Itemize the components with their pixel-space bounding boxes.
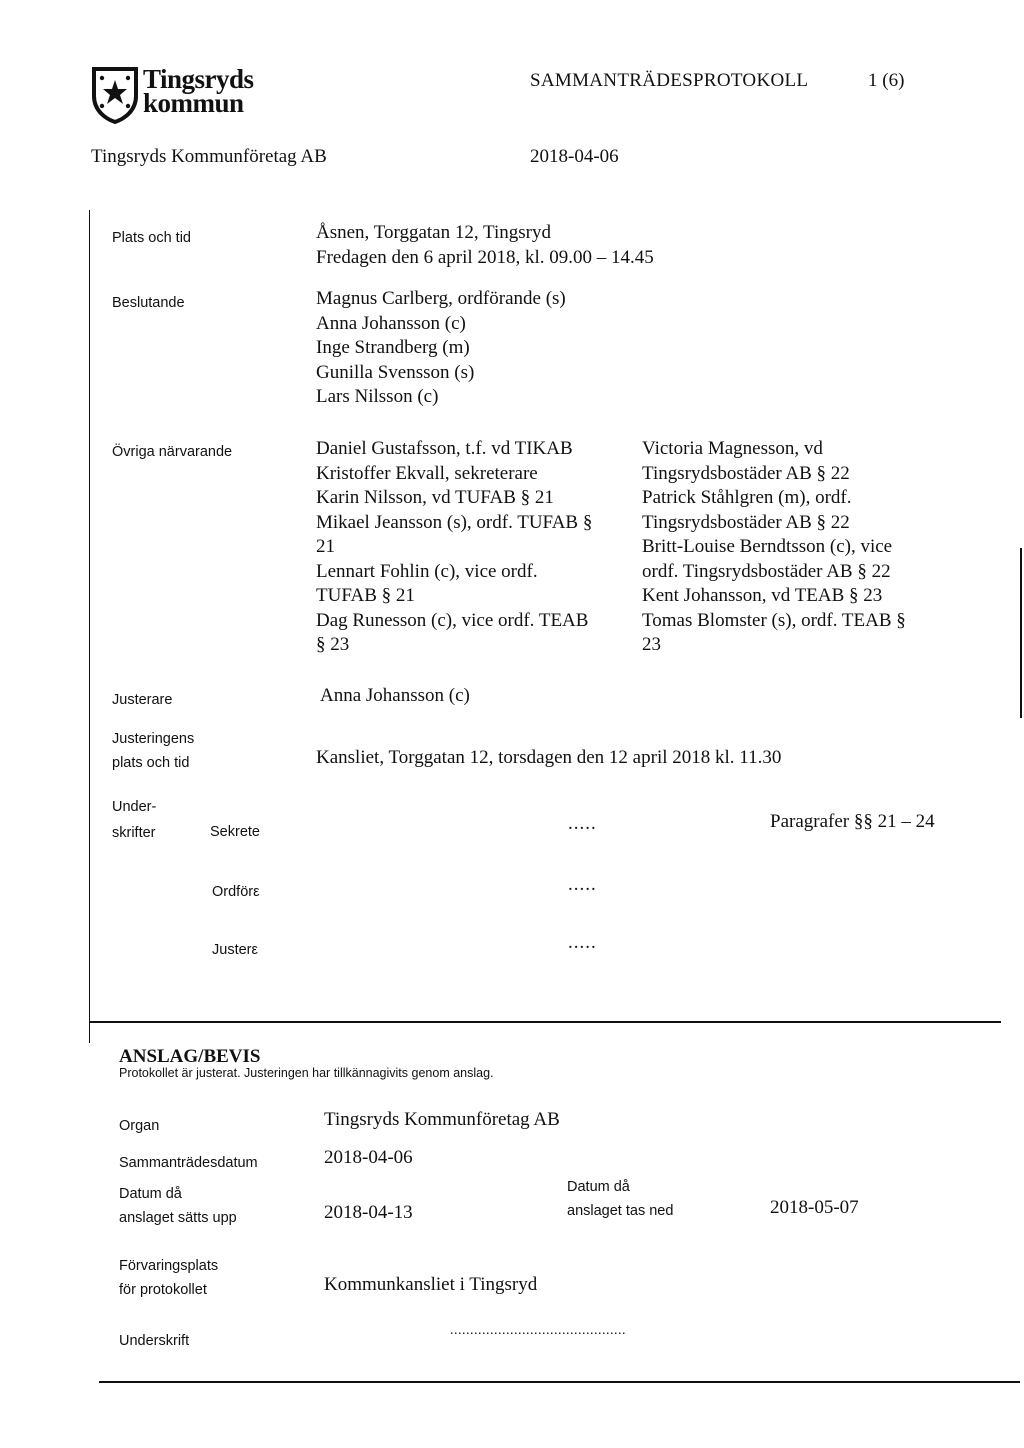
- storage-value: Kommunkansliet i Tingsryd: [324, 1274, 538, 1295]
- signature-label: Underskrift: [119, 1333, 190, 1349]
- list-item: 21: [316, 536, 335, 557]
- organ-value: Tingsryds Kommunföretag AB: [324, 1109, 560, 1130]
- adjuster-signature-line: .....: [568, 932, 597, 953]
- logo-text-line2: kommun: [143, 88, 244, 118]
- notice-text: Protokollet är justerat. Justeringen har tillkännagivits genom anslag.: [119, 1066, 494, 1080]
- deciding-list: [316, 287, 566, 410]
- others-column-1: [316, 437, 592, 658]
- list-item: Mikael Jeansson (s), ordf. TUFAB §: [316, 511, 593, 533]
- left-frame-line: [89, 210, 90, 1043]
- adjust-place-value: Kansliet, Torggatan 12, torsdagen den 12 april 2018 kl. 11.30: [316, 747, 782, 768]
- removed-date-label: Datum då anslaget tas ned: [567, 1179, 674, 1219]
- notice-title: ANSLAG/BEVIS: [119, 1046, 261, 1067]
- adjuster-value: Anna Johansson (c): [320, 685, 470, 706]
- list-item: Dag Runesson (c), vice ordf. TEAB: [316, 609, 589, 631]
- meeting-date-label: Sammanträdesdatum: [119, 1155, 258, 1171]
- list-item: Gunilla Svensson (s): [316, 361, 475, 383]
- list-item: Tingsrydsbostäder AB § 22: [642, 511, 850, 533]
- list-item: Tomas Blomster (s), ordf. TEAB §: [642, 609, 906, 631]
- list-item: Magnus Carlberg, ordförande (s): [316, 288, 566, 309]
- list-item: Patrick Ståhlgren (m), ordf.: [642, 487, 852, 508]
- notice-divider: [89, 1021, 1001, 1023]
- page-number: 1 (6): [868, 70, 905, 91]
- chair-signature-line: .....: [568, 874, 597, 895]
- list-item: ordf. Tingsrydsbostäder AB § 22: [642, 560, 891, 582]
- adjuster-label: Justerare: [112, 692, 173, 708]
- storage-label: Förvaringsplats för protokollet: [119, 1258, 219, 1298]
- list-item: TUFAB § 21: [316, 585, 415, 606]
- posted-date-label: Datum då anslaget sätts upp: [119, 1186, 237, 1226]
- list-item: Victoria Magnesson, vd: [642, 438, 823, 459]
- bottom-divider: [99, 1381, 1020, 1383]
- posted-date-value: 2018-04-13: [324, 1202, 413, 1223]
- list-item: Daniel Gustafsson, t.f. vd TIKAB: [316, 438, 573, 459]
- list-item: Tingsrydsbostäder AB § 22: [642, 462, 850, 484]
- place-value: [316, 221, 654, 270]
- list-item: Lars Nilsson (c): [316, 386, 439, 407]
- place-label: Plats och tid: [112, 230, 191, 246]
- meeting-date-value: 2018-04-06: [324, 1147, 413, 1168]
- list-item: Anna Johansson (c): [316, 312, 466, 334]
- list-item: Lennart Fohlin (c), vice ordf.: [316, 560, 538, 582]
- organ-label: Organ: [119, 1118, 160, 1134]
- adjuster-sign-label: Justerε: [212, 942, 258, 958]
- paragraphs: Paragrafer §§ 21 – 24: [770, 811, 935, 832]
- time-line: Fredagen den 6 april 2018, kl. 09.00 – 14.45: [316, 246, 654, 268]
- list-item: Britt-Louise Berndtsson (c), vice: [642, 536, 893, 557]
- document-type: SAMMANTRÄDESPROTOKOLL: [530, 70, 809, 91]
- list-item: Kent Johansson, vd TEAB § 23: [642, 585, 883, 606]
- list-item: § 23: [316, 634, 350, 655]
- list-item: 23: [642, 634, 661, 655]
- right-edge-line: [1020, 548, 1022, 718]
- organization-name: Tingsryds Kommunföretag AB: [91, 146, 327, 167]
- adjust-place-label: Justeringens plats och tid: [112, 731, 195, 771]
- signatures-label: Under- skrifter: [112, 799, 157, 841]
- logo-text-line1: Tingsryds: [143, 64, 254, 94]
- deciding-label: Beslutande: [112, 295, 185, 311]
- municipality-crest-icon: [91, 66, 139, 124]
- list-item: Karin Nilsson, vd TUFAB § 21: [316, 487, 554, 508]
- chair-label: Ordförε: [212, 884, 260, 900]
- removed-date-value: 2018-05-07: [770, 1197, 859, 1218]
- others-column-2: [642, 437, 906, 658]
- signature-line: ............................................: [450, 1323, 626, 1338]
- secretary-label: Sekrete: [210, 824, 260, 840]
- meeting-date: 2018-04-06: [530, 146, 619, 167]
- place-line: Åsnen, Torggatan 12, Tingsryd: [316, 222, 551, 243]
- list-item: Inge Strandberg (m): [316, 337, 470, 358]
- list-item: Kristoffer Ekvall, sekreterare: [316, 462, 538, 484]
- others-label: Övriga närvarande: [112, 444, 233, 460]
- secretary-signature-line: .....: [568, 813, 597, 834]
